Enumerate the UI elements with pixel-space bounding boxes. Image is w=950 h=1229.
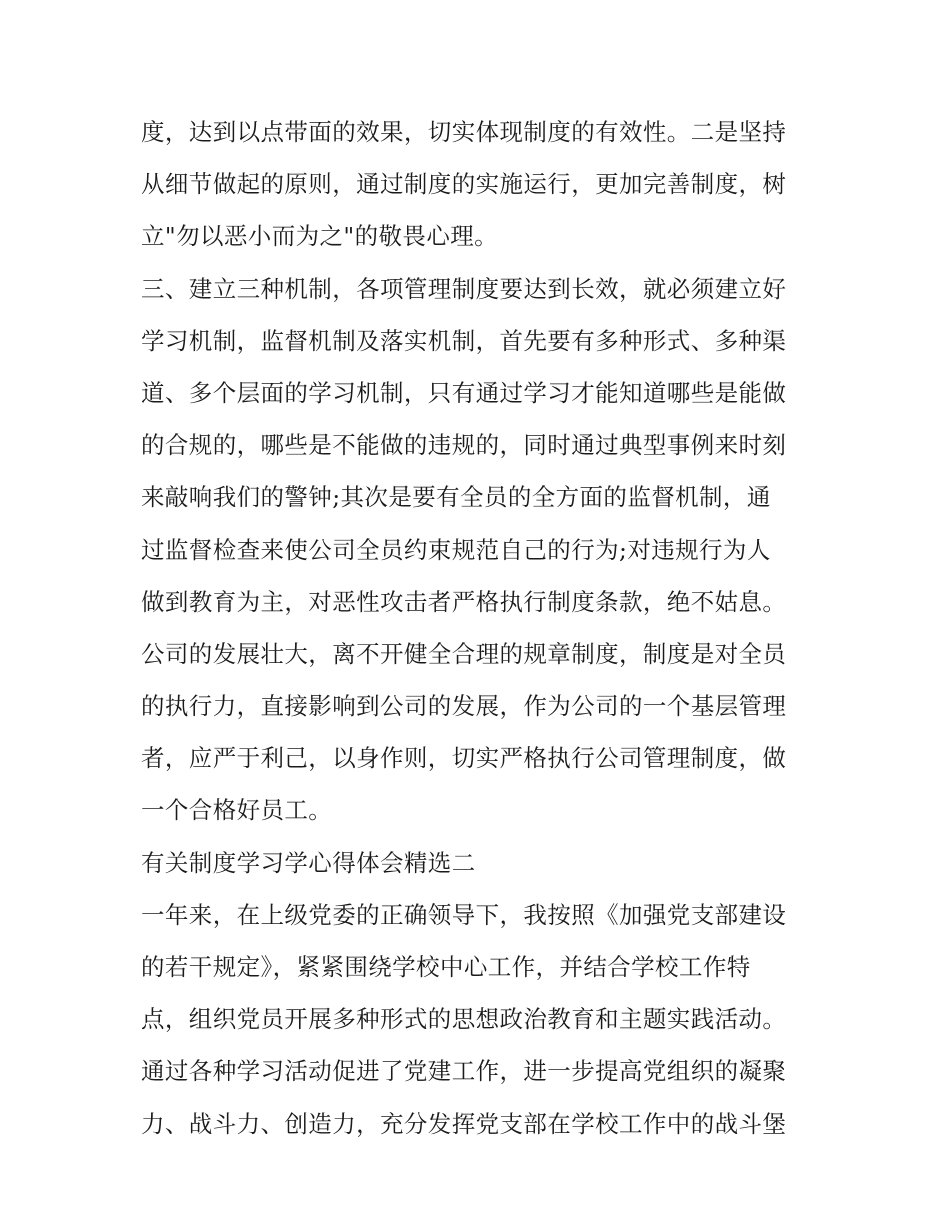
text-line: 力、战斗力、创造力，充分发挥党支部在学校工作中的战斗堡 <box>141 1109 787 1138</box>
text-line: 通过各种学习活动促进了党建工作，进一步提高党组织的凝聚 <box>141 1057 787 1086</box>
body-text <box>141 106 821 1150</box>
text-line: 一个合格好员工。 <box>141 796 333 825</box>
text-line: 者，应严于利己，以身作则，切实严格执行公司管理制度，做 <box>141 744 787 773</box>
text-line: 学习机制，监督机制及落实机制，首先要有多种形式、多种渠 <box>141 326 787 355</box>
text-line: 从细节做起的原则，通过制度的实施运行，更加完善制度，树 <box>141 170 787 199</box>
text-line: 立"勿以恶小而为之"的敬畏心理。 <box>141 222 499 251</box>
text-line: 一年来，在上级党委的正确领导下，我按照《加强党支部建设 <box>141 900 787 929</box>
text-line: 来敲响我们的警钟;其次是要有全员的全方面的监督机制，通 <box>141 483 771 512</box>
text-line: 做到教育为主，对恶性攻击者严格执行制度条款，绝不姑息。 <box>141 587 787 616</box>
text-line: 的若干规定》，紧紧围绕学校中心工作，并结合学校工作特 <box>141 953 751 981</box>
text-line: 公司的发展壮大，离不开健全合理的规章制度，制度是对全员 <box>141 639 787 668</box>
section-heading: 有关制度学习学心得体会精选二 <box>141 848 476 877</box>
text-line: 度，达到以点带面的效果，切实体现制度的有效性。二是坚持 <box>141 118 787 146</box>
text-line: 的执行力，直接影响到公司的发展，作为公司的一个基层管理 <box>141 692 787 721</box>
text-line: 三、建立三种机制，各项管理制度要达到长效，就必须建立好 <box>141 274 787 303</box>
text-line: 点，组织党员开展多种形式的思想政治教育和主题实践活动。 <box>141 1005 787 1034</box>
text-line: 的合规的，哪些是不能做的违规的，同时通过典型事例来时刻 <box>141 431 787 460</box>
text-line: 过监督检查来使公司全员约束规范自己的行为;对违规行为人 <box>141 535 771 564</box>
text-line: 道、多个层面的学习机制，只有通过学习才能知道哪些是能做 <box>141 378 787 407</box>
